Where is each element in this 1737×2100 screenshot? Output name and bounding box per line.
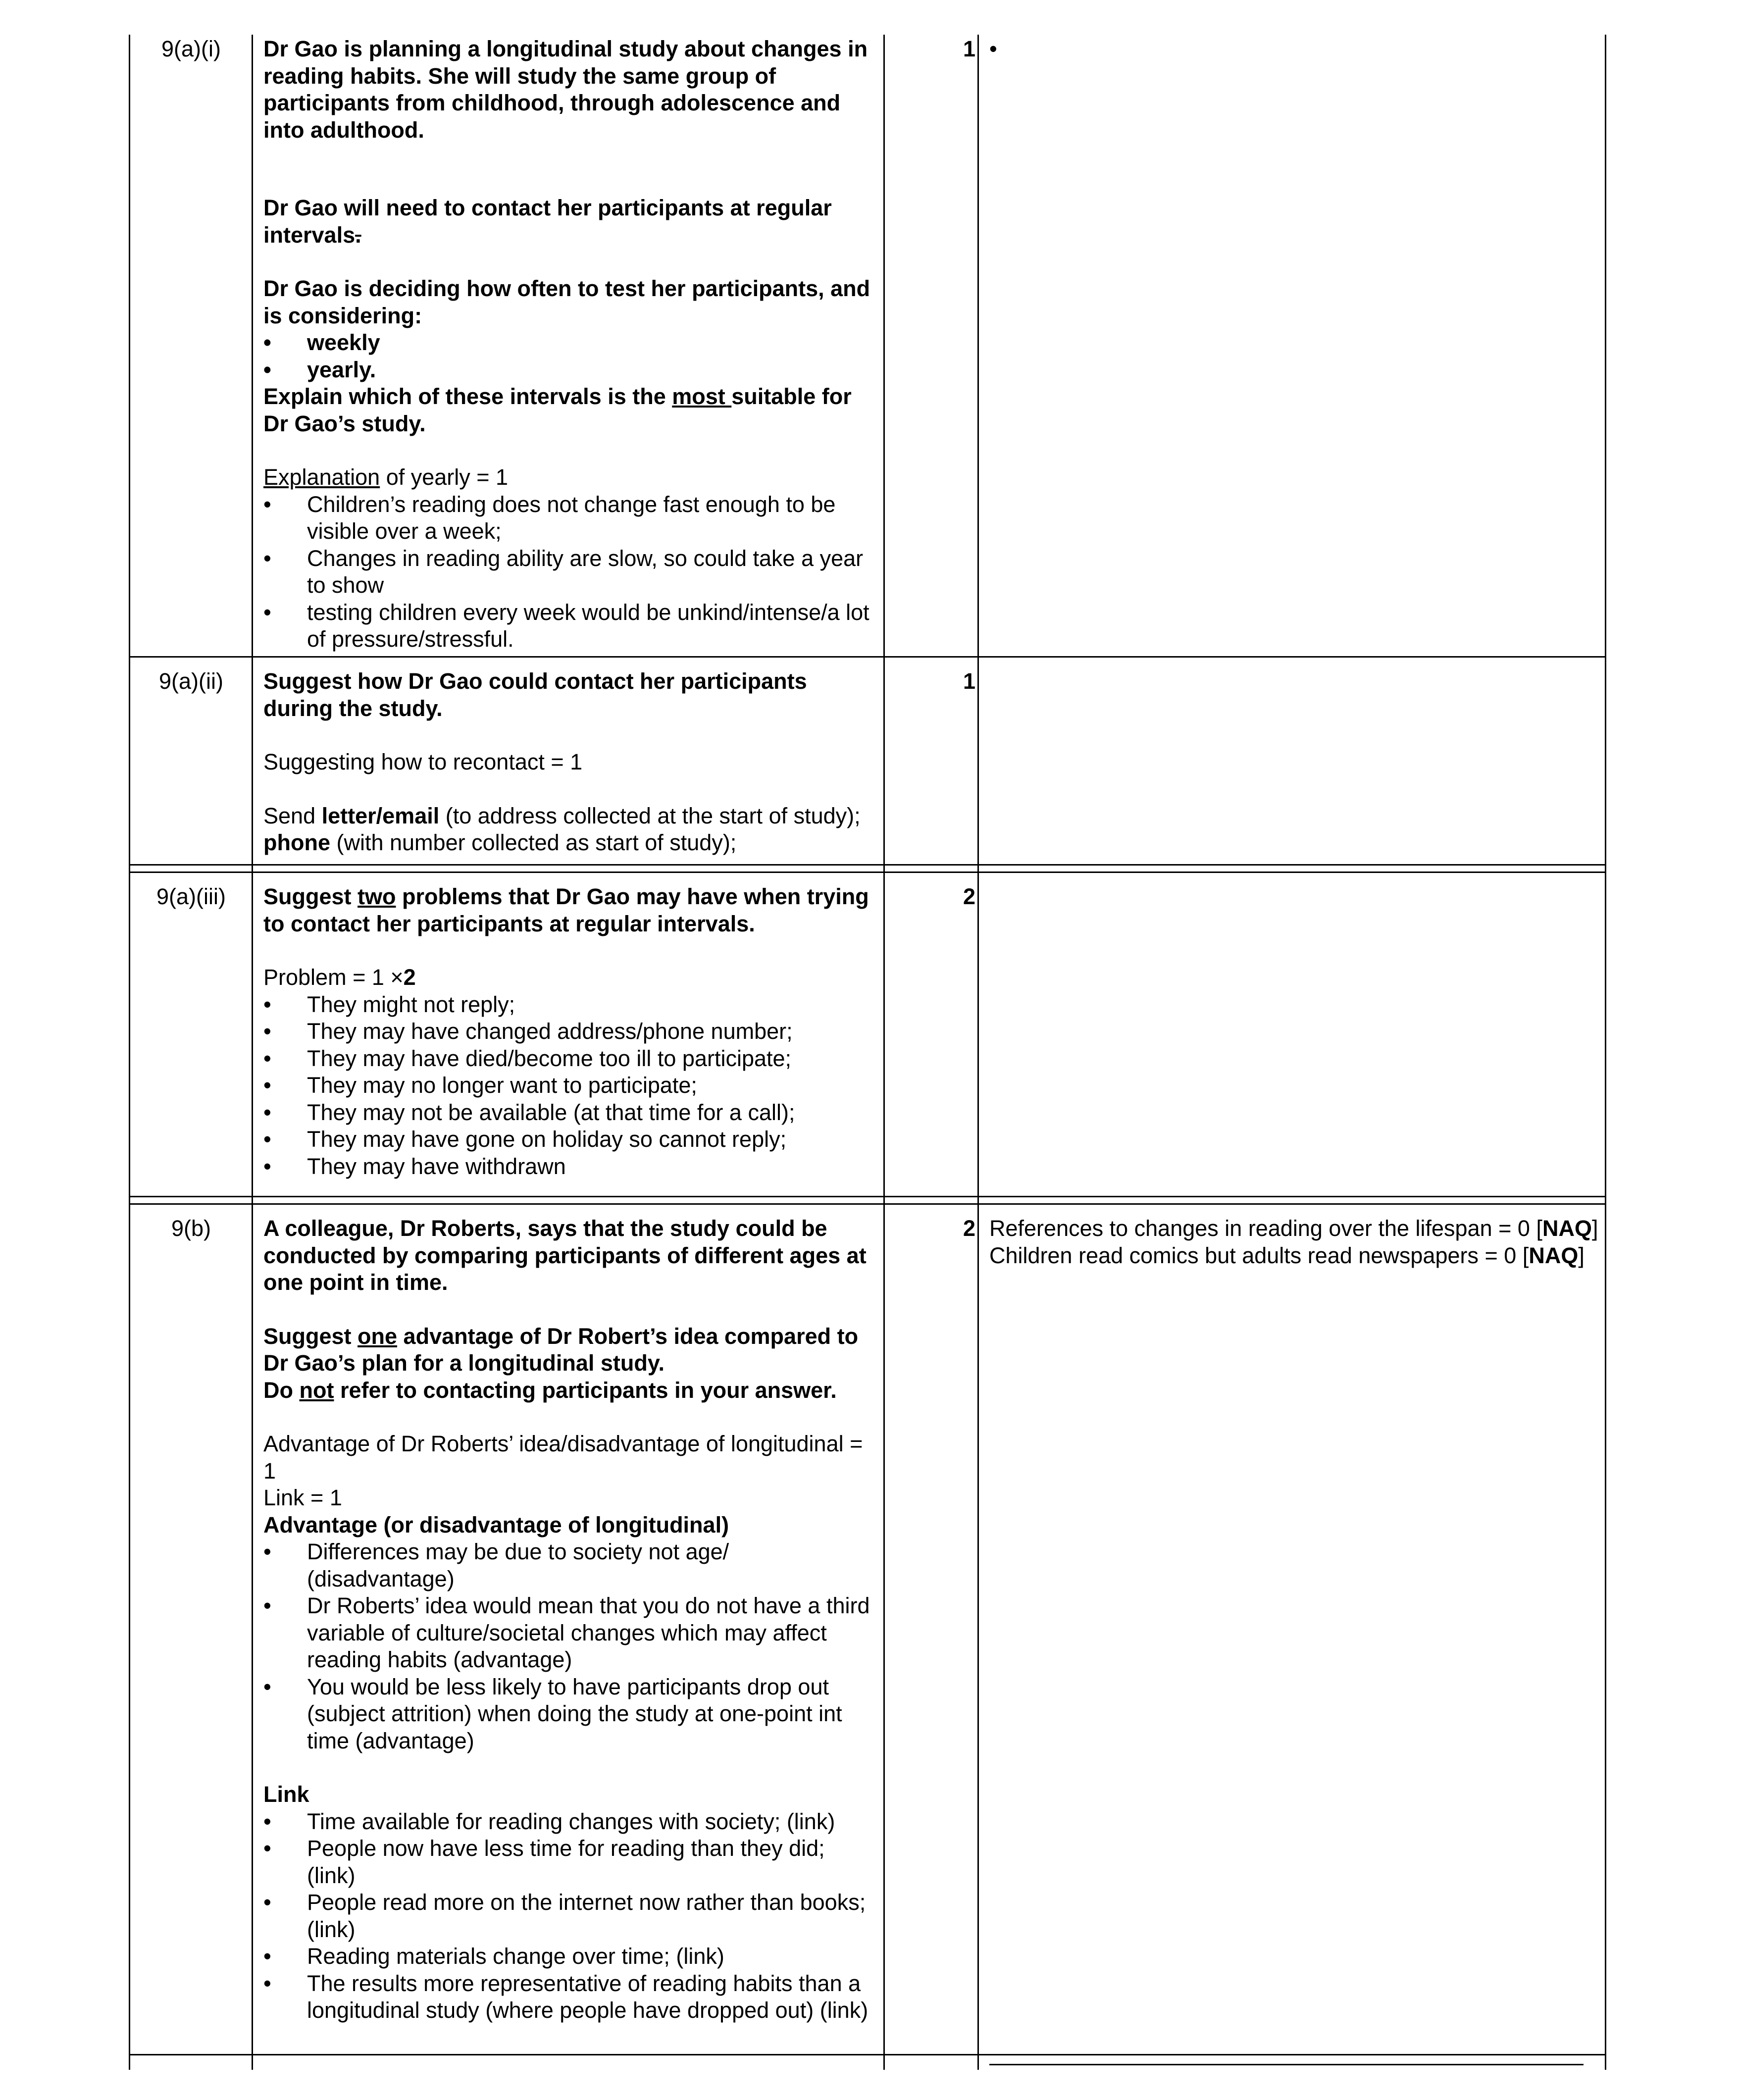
section-heading: Link xyxy=(263,1782,309,1807)
question-number: 9(a)(i) xyxy=(161,36,221,61)
list-item: • They may have changed address/phone number; xyxy=(263,1018,877,1045)
mark-text: Problem = 1 × xyxy=(263,965,404,990)
question-stem: Dr Gao is deciding how often to test her participants, and is considering: xyxy=(263,276,870,328)
list-item: • They may not be available (at that time for a call); xyxy=(263,1099,877,1127)
mark-scheme-line xyxy=(263,464,877,491)
guidance-bullet: • xyxy=(989,36,997,61)
guidance-footer-line xyxy=(989,2064,1584,2065)
row-divider-3b xyxy=(129,1203,1606,1205)
question-stem: A colleague, Dr Roberts, says that the study could be conducted by comparing participants of different ages at one point in time. xyxy=(263,1216,867,1295)
list-item: • People now have less time for reading than they did; (link) xyxy=(263,1835,877,1889)
stem-text: Dr Gao will need to contact her participants at regular intervals xyxy=(263,195,832,248)
question-content xyxy=(263,36,877,653)
answer-text: (with number collected as start of study); xyxy=(330,830,737,855)
prompt-text: advantage of Dr Robert’s idea compared to Dr Gao’s plan for a longitudinal study. xyxy=(263,1323,859,1376)
question-prompt: Suggest how Dr Gao could contact her participants during the study. xyxy=(263,668,807,721)
prompt-text: Suggest xyxy=(263,1323,358,1349)
struck-text: . xyxy=(355,222,361,248)
list-item: • They may have gone on holiday so cannot reply; xyxy=(263,1126,877,1153)
list-item: • weekly xyxy=(263,329,877,357)
emphasis-text: Explanation xyxy=(263,464,380,490)
question-content xyxy=(263,883,877,1180)
list-item: • Reading materials change over time; (link) xyxy=(263,1943,877,1970)
mark-scheme-line: Link = 1 xyxy=(263,1485,342,1510)
emphasis-text: two xyxy=(358,884,396,909)
guidance-text: Children read comics but adults read newspapers = 0 [ xyxy=(989,1242,1529,1268)
prompt-text: Do xyxy=(263,1377,300,1403)
prompt-text: problems that Dr Gao may have when trying to contact her participants at regular intervals. xyxy=(263,884,869,936)
question-number: 9(b) xyxy=(171,1216,211,1241)
guidance-text: References to changes in reading over the lifespan = 0 [ xyxy=(989,1216,1542,1241)
answer-keyword: letter/email xyxy=(321,803,440,828)
question-prompt xyxy=(263,383,877,437)
marks-value: 2 xyxy=(963,1216,975,1241)
question-prompt xyxy=(263,883,877,937)
column-divider-marks xyxy=(883,35,885,2070)
advantage-list xyxy=(263,1538,877,1754)
question-stem: Dr Gao is planning a longitudinal study about changes in reading habits. She will study the same group of participants from childhood, through adolescence and into adulthood. xyxy=(263,36,868,143)
prompt-text: refer to contacting participants in your answer. xyxy=(334,1377,837,1403)
link-list xyxy=(263,1808,877,2024)
emphasis-text: most xyxy=(672,384,732,409)
prompt-text: Explain which of these intervals is the xyxy=(263,384,672,409)
column-divider-question xyxy=(252,35,253,2070)
marks-value: 2 xyxy=(963,884,975,909)
answer-keyword: phone xyxy=(263,830,330,855)
guidance-text: ] xyxy=(1591,1216,1598,1241)
list-item: • They may have died/become too ill to participate; xyxy=(263,1045,877,1073)
list-item: • Children’s reading does not change fast enough to be visible over a week; xyxy=(263,491,877,545)
guidance-code: NAQ xyxy=(1529,1242,1579,1268)
guidance-text: ] xyxy=(1578,1242,1584,1268)
prompt-text: Suggest xyxy=(263,884,358,909)
marks-value: 1 xyxy=(963,36,975,61)
question-content xyxy=(263,668,877,857)
list-item: • You would be less likely to have participants drop out (subject attrition) when doing the study at one-point int time (advantage) xyxy=(263,1674,877,1755)
answer-line xyxy=(263,829,877,857)
emphasis-text: one xyxy=(358,1323,398,1349)
prompt-text: suitable for Dr Gao’s study. xyxy=(263,384,852,436)
list-item: • They might not reply; xyxy=(263,991,877,1019)
guidance-code: NAQ xyxy=(1542,1216,1592,1241)
list-item: • People read more on the internet now rather than books; (link) xyxy=(263,1889,877,1943)
row-divider-2b xyxy=(129,871,1606,873)
guidance-content xyxy=(989,1215,1603,1269)
answer-list xyxy=(263,491,877,653)
section-heading: Advantage (or disadvantage of longitudinal) xyxy=(263,1512,729,1537)
question-stem xyxy=(263,195,877,249)
list-item: • Differences may be due to society not age/ (disadvantage) xyxy=(263,1538,877,1592)
list-item: • Changes in reading ability are slow, so could take a year to show xyxy=(263,545,877,599)
list-item: • yearly. xyxy=(263,357,877,384)
question-instruction xyxy=(263,1377,877,1404)
question-prompt xyxy=(263,1323,877,1377)
row-divider-3a xyxy=(129,1196,1606,1197)
row-divider-1 xyxy=(129,656,1606,658)
option-list xyxy=(263,329,877,383)
question-number: 9(a)(ii) xyxy=(159,668,223,694)
mark-scheme-line: Advantage of Dr Roberts’ idea/disadvantage of longitudinal = 1 xyxy=(263,1431,863,1484)
mark-text: of yearly = 1 xyxy=(380,464,509,490)
list-item: • testing children every week would be unkind/intense/a lot of pressure/stressful. xyxy=(263,599,877,653)
answer-text: Send xyxy=(263,803,322,828)
list-item: • Dr Roberts’ idea would mean that you do not have a third variable of culture/societal changes which may affect reading habits (advantage) xyxy=(263,1592,877,1674)
mark-multiplier: 2 xyxy=(403,965,416,990)
guidance-line xyxy=(989,1242,1603,1270)
list-item: • Time available for reading changes with society; (link) xyxy=(263,1808,877,1836)
mark-scheme-line: Suggesting how to recontact = 1 xyxy=(263,749,583,774)
list-item: • The results more representative of reading habits than a longitudinal study (where people have dropped out) (link) xyxy=(263,1970,877,2024)
guidance-line xyxy=(989,1215,1603,1242)
question-number: 9(a)(iii) xyxy=(156,884,226,909)
answer-text: (to address collected at the start of study); xyxy=(439,803,861,828)
marks-value: 1 xyxy=(963,668,975,694)
row-divider-2a xyxy=(129,864,1606,866)
list-item: • They may have withdrawn xyxy=(263,1153,877,1180)
table-right-border xyxy=(1605,35,1606,2070)
list-item: • They may no longer want to participate; xyxy=(263,1072,877,1099)
row-divider-bottom xyxy=(129,2054,1606,2055)
question-content xyxy=(263,1215,877,2024)
column-divider-guidance xyxy=(977,35,979,2070)
answer-list xyxy=(263,991,877,1180)
emphasis-text: not xyxy=(299,1377,334,1403)
answer-line xyxy=(263,803,877,830)
mark-scheme-line xyxy=(263,964,877,991)
table-left-border xyxy=(129,35,130,2070)
